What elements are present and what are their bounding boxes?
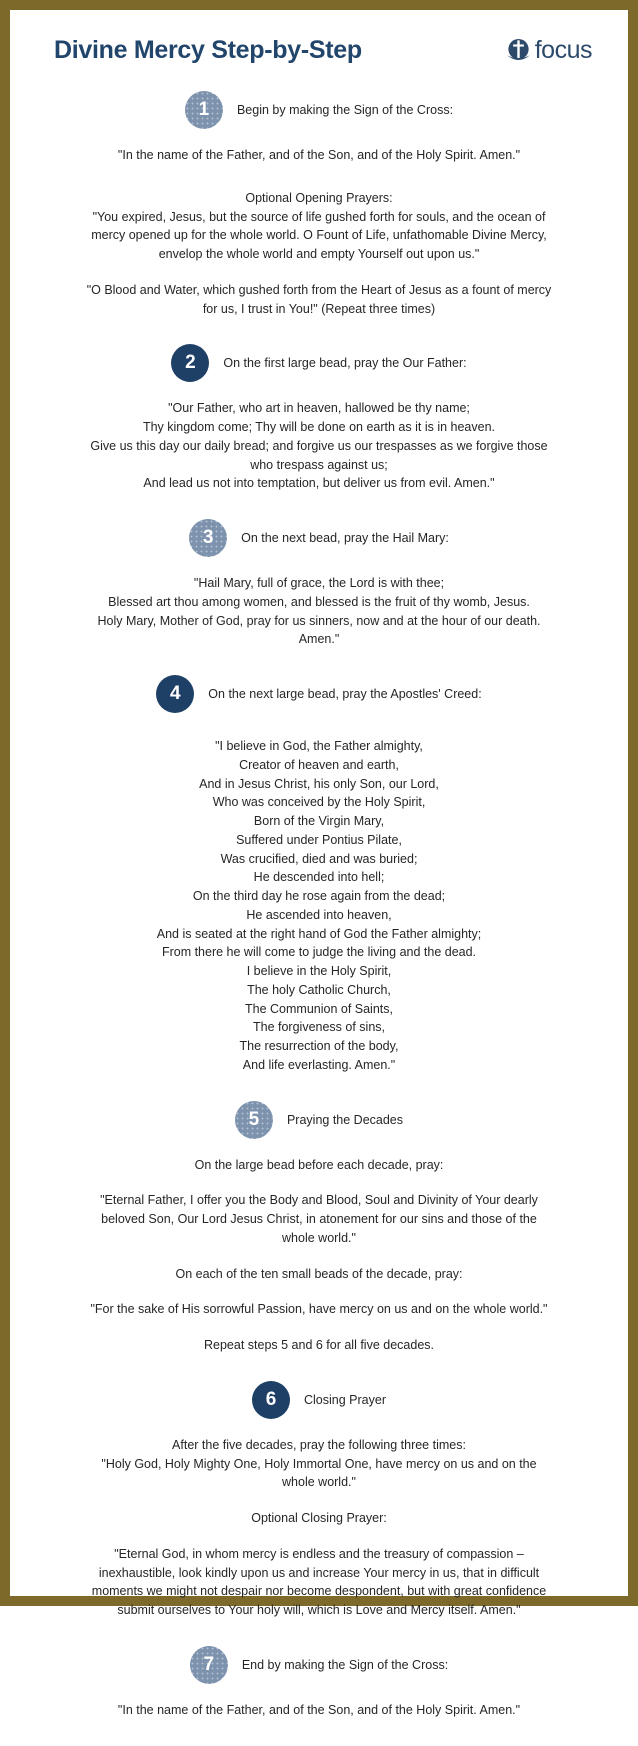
text-line: "I believe in God, the Father almighty, [215, 739, 423, 753]
text-line: for us, I trust in You!" (Repeat three times) [202, 301, 436, 316]
text-line: Thy kingdom come; Thy will be done on earth as it is in heaven. [142, 420, 496, 434]
section-spacer [32, 318, 606, 344]
step-number-badge [190, 1646, 228, 1684]
step-number-badge [235, 1101, 273, 1139]
text-line: "In the name of the Father, and of the Son, and of the Holy Spirit. Amen." [117, 148, 521, 162]
text-line: who trespass against us; [250, 457, 388, 472]
text-line: Who was conceived by the Holy Spirit, [212, 795, 426, 810]
poster-inner [10, 10, 628, 1717]
text-line: He ascended into heaven, [246, 907, 392, 922]
section-spacer [32, 493, 606, 519]
text-line: On the third day he rose again from the dead; [192, 889, 446, 903]
text-line: And lead us not into temptation, but deliver us from evil. Amen." [143, 476, 495, 491]
step-text-block [61, 1436, 577, 1492]
text-line: "Eternal God, in whom mercy is endless and the treasury of compassion – [114, 1546, 524, 1561]
text-line: The Communion of Saints, [245, 1001, 393, 1016]
step-text-block [61, 281, 577, 319]
text-line: "For the sake of His sorrowful Passion, have mercy on us and on the whole world." [90, 1302, 548, 1317]
step-text-block [61, 1265, 577, 1284]
step-text-block [61, 1545, 577, 1620]
step-number-label: 6 [265, 1388, 277, 1410]
step-number-label: 1 [198, 99, 210, 120]
text-line: And in Jesus Christ, his only Son, our Lord, [199, 776, 439, 791]
step-section [32, 519, 606, 675]
text-line: whole world." [282, 1230, 356, 1245]
text-line: moments we might not despair nor become despondent, but with great confidence [91, 1584, 547, 1599]
section-spacer [32, 649, 606, 675]
step-title: Begin by making the Sign of the Cross: [236, 103, 454, 117]
step-text-block [61, 1156, 577, 1175]
text-line: beloved Son, Our Lord Jesus Christ, in atonement for our sins and those of the [101, 1212, 537, 1226]
step-header-row [32, 91, 606, 129]
text-line: inexhaustible, look kindly upon us and increase Your mercy in us, that in difficult [98, 1565, 540, 1580]
text-line: And is seated at the right hand of God the Father almighty; [156, 926, 482, 941]
text-line: "In the name of the Father, and of the Son, and of the Holy Spirit. Amen." [117, 1702, 521, 1717]
step-title: Closing Prayer [304, 1392, 386, 1407]
step-text-block [61, 189, 577, 264]
step-header-row [32, 344, 606, 382]
text-line: "O Blood and Water, which gushed forth from the Heart of Jesus as a fount of mercy [86, 282, 552, 297]
section-spacer [32, 1075, 606, 1101]
brand-logo-text: focus [534, 36, 592, 64]
step-title: On the next large bead, pray the Apostles' Creed: [208, 687, 482, 701]
step-header-row [32, 1381, 606, 1419]
text-line: Optional Closing Prayer: [251, 1511, 387, 1525]
text-line: Creator of heaven and earth, [239, 757, 399, 772]
text-line: The holy Catholic Church, [247, 982, 391, 997]
text-line: Was crucified, died and was buried; [220, 851, 418, 866]
text-line: From there he will come to judge the living and the dead. [161, 945, 477, 960]
step-section [32, 344, 606, 519]
steps-container [32, 91, 606, 1746]
step-text-block [61, 1701, 577, 1720]
step-header-row [32, 519, 606, 557]
step-header-row [32, 675, 606, 713]
step-text-block [61, 399, 577, 493]
step-text-block [61, 1336, 577, 1355]
text-line: Give us this day our daily bread; and forgive us our trespasses as we forgive those [90, 438, 548, 453]
text-line: Born of the Virgin Mary, [253, 814, 385, 828]
step-text-block [61, 146, 577, 165]
text-line: The forgiveness of sins, [252, 1020, 385, 1035]
step-number-badge [156, 675, 194, 713]
step-section [32, 1381, 606, 1646]
step-title: End by making the Sign of the Cross: [241, 1657, 449, 1672]
focus-cross-circle-icon [505, 37, 532, 64]
text-line: And life everlasting. Amen." [242, 1057, 396, 1072]
step-header-row [32, 1101, 606, 1139]
step-number-label: 2 [185, 352, 196, 374]
text-line: Holy Mary, Mother of God, pray for us sinners, now and at the hour of our death. [97, 613, 541, 628]
text-line: "Holy God, Holy Mighty One, Holy Immortal One, have mercy on us and on the [101, 1456, 537, 1471]
brand-logo [505, 37, 592, 64]
step-number-label: 5 [248, 1108, 260, 1130]
text-line: Repeat steps 5 and 6 for all five decades. [203, 1338, 434, 1352]
text-line: He descended into hell; [253, 870, 385, 885]
page-title: Divine Mercy Step-by-Step [54, 36, 362, 64]
text-line: On each of the ten small beads of the decade, pray: [175, 1266, 463, 1281]
step-number-label: 3 [202, 527, 214, 548]
text-line: Amen." [298, 632, 340, 647]
text-line: After the five decades, pray the following three times: [172, 1437, 466, 1452]
text-line: "Hail Mary, full of grace, the Lord is with thee; [193, 576, 445, 590]
text-line: "You expired, Jesus, but the source of life gushed forth for souls, and the ocean of [92, 209, 546, 224]
text-line: The resurrection of the body, [239, 1039, 399, 1053]
step-title: On the first large bead, pray the Our Father: [223, 356, 467, 371]
step-section [32, 675, 606, 1101]
text-line: submit ourselves to Your holy will, which is Love and Mercy itself. Amen." [117, 1603, 521, 1617]
step-text-block [61, 737, 577, 1075]
text-line: mercy opened up for the whole world. O Fount of Life, unfathomable Divine Mercy, [91, 228, 547, 243]
step-text-block [61, 1191, 577, 1247]
section-spacer [32, 1720, 606, 1746]
poster-header [32, 28, 606, 65]
step-number-label: 4 [170, 683, 181, 704]
step-number-badge [252, 1381, 290, 1419]
step-section [32, 1101, 606, 1381]
text-line: "Eternal Father, I offer you the Body and Blood, Soul and Divinity of Your dearly [100, 1193, 538, 1208]
step-title: On the next bead, pray the Hail Mary: [241, 531, 449, 545]
text-line: Optional Opening Prayers: [245, 190, 393, 205]
step-text-block [61, 1509, 577, 1528]
step-number-badge [189, 519, 227, 557]
text-line: I believe in the Holy Spirit, [246, 964, 392, 978]
text-line: On the large bead before each decade, pray: [194, 1157, 444, 1172]
step-number-badge [171, 344, 209, 382]
step-section [32, 91, 606, 344]
step-text-block [61, 574, 577, 649]
step-header-row [32, 1646, 606, 1684]
text-line: Blessed art thou among women, and blessed is the fruit of thy womb, Jesus. [108, 594, 530, 609]
text-line: Suffered under Pontius Pilate, [236, 832, 402, 847]
text-line: whole world." [282, 1475, 356, 1490]
section-spacer [32, 1355, 606, 1381]
step-text-block [61, 1300, 577, 1319]
text-line: envelop the whole world and empty Yourself out upon us." [158, 247, 480, 261]
text-line: "Our Father, who art in heaven, hallowed be thy name; [168, 401, 470, 416]
step-number-label: 7 [203, 1653, 215, 1675]
step-title: Praying the Decades [286, 1112, 404, 1127]
step-number-badge [185, 91, 223, 129]
section-spacer [32, 1620, 606, 1646]
step-section [32, 1646, 606, 1746]
